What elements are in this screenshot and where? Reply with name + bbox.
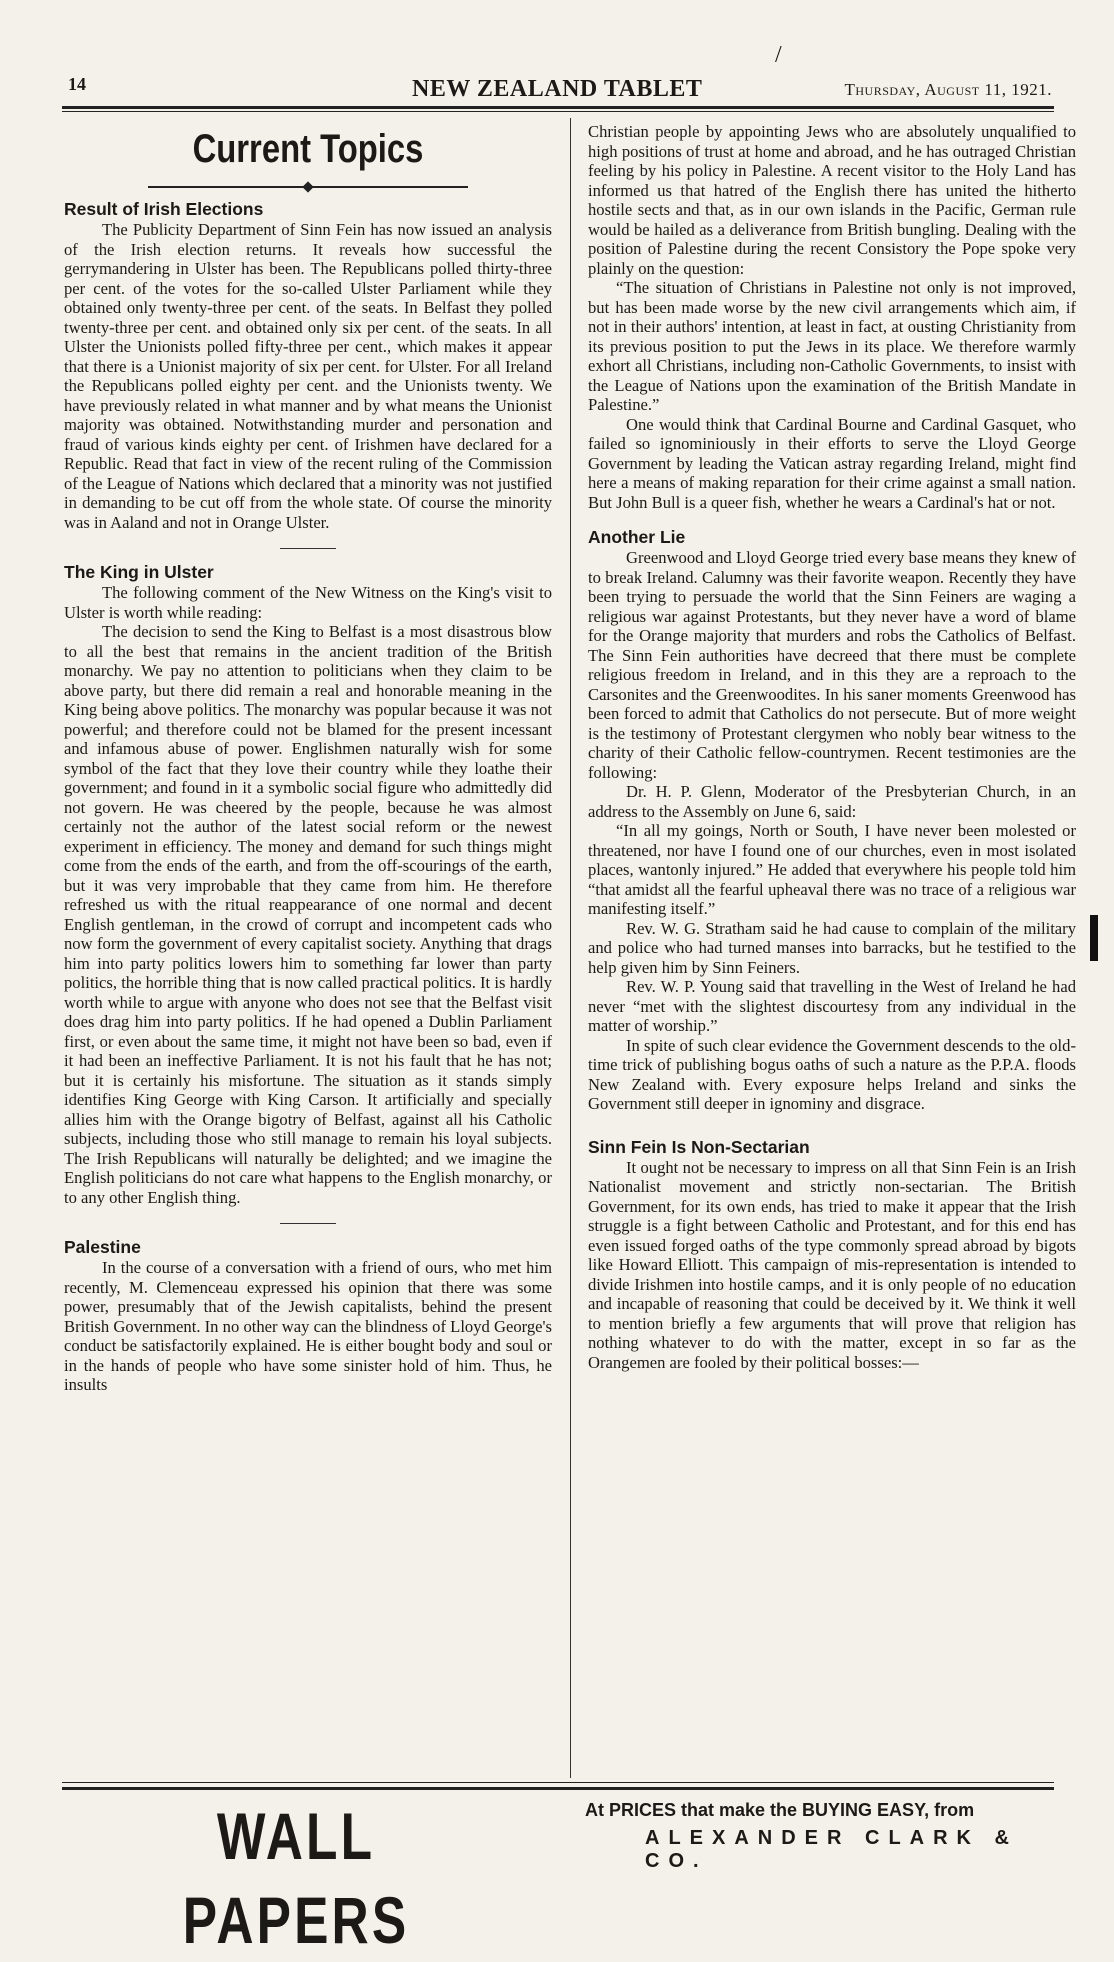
section-separator [280,548,336,549]
newspaper-title: NEW ZEALAND TABLET [412,76,703,102]
header-rule [62,106,1054,109]
article-paragraph: The decision to send the King to Belfast is a most disastrous blow to all the best that remains in the ancient tradition of the British monarchy. We pay no attention to politicians when they claim to be above party, but there did remain a real and honorable meaning in the King being above politics. The monarchy was popular because it was not powerful; and therefore could not be blamed for the present incessant and infamous abuse of power. Englishmen naturally wish for some symbol of the fact that they love their country while they loathe their government; and found in it a symbolic social figure who admittedly did not govern. He was cheered by the people, because he was almost certainly not the author of the latest social reform or the newest experiment in efficiency. The money and demand for such things might come from the ends of the earth, and from the off-scourings of the earth, but it was very improbable that they came from him. He therefore refreshed us with the ritual reappearance of one normal and decent English gentleman, in the crowd of corrupt and incompetent cads who now form the government of every capitalist society. Anything that drags him into party politics lowers him to something far lower than party politics, the horrible thing that is now called practical politics. It is hardly worth while to argue with anyone who does not see that the Belfast visit does drag him into party politics. If he had opened a Dublin Parliament first, or even about the same time, it might not have been so bad, even if it had been an ineffective Parliament. It is not his fault that he has not; but it is certainly his misfortune. The situation as it stands simply identifies King George with King Carson. It artificially and specially allies him with the Orange bigotry of Belfast, against all his Catholic subjects, including those who still manage to remain his loyal subjects. The Irish Republicans will naturally be delighted; and we imagine the English politicians do not care what happens to the English monarchy, or to any other English thing. [64,622,552,1207]
article-paragraph: It ought not be necessary to impress on all that Sinn Fein is an Irish Nationalist movement and strictly non-sectarian. The British Government, for its own ends, has tried to make it appear that the Irish struggle is a fight between Catholic and Protestant, and for this end has even issued forged oaths of the type commonly spread abroad by bigots like Howard Elliott. This campaign of mis-representation is intended to divide Irishmen into hostile camps, and it is only people of no education and incapable of reasoning that could be deceived by it. We think it well to mention briefly a few arguments that will prove that religion has nothing whatever to do with the matter, except in so far as the Orangemen are fooled by their political bosses:— [588,1157,1076,1372]
quoted-paragraph: “The situation of Christians in Palestine not only is not improved, but has been made worse by the new civil arrangements which aim, if not in their authors' intention, at least in fact, at ousting Christianity from its previous position to put the Jews in its place. We therefore warmly exhort all Christians, including non-Catholic Governments, to insist with the League of Nations upon the examination of the British Mandate in Palestine.” [588,278,1076,414]
article-paragraph: Rev. W. G. Stratham said he had cause to complain of the military and police who had turned manses into barracks, but he testified to the help given him by Sinn Feiners. [588,918,1076,977]
heading-king-in-ulster: The King in Ulster [64,562,214,582]
quoted-paragraph: “In all my goings, North or South, I have never been molested or threatened, nor have I found one of our churches, even in most isolated places, wantonly injured.” He added that everywhere his people told him “that amidst all the fearful upheaval there was no trace of a religious war manifesting itself.” [588,821,1076,918]
issue-date: Thursday, August 11, 1921. [844,80,1052,99]
article-paragraph: One would think that Cardinal Bourne and Cardinal Gasquet, who failed so ignominiously in their efforts to serve the Lloyd George Government by leading the Vatican astray regarding Ireland, might find here a means of making reparation for their crime against a small nation. But John Bull is a queer fish, whether he wears a Cardinal's hat or not. [588,414,1076,512]
section-gap [588,1114,1076,1136]
left-column [64,122,552,1395]
heading-another-lie: Another Lie [588,527,686,547]
title-ornament [64,176,552,188]
article-paragraph: The following comment of the New Witness on the King's visit to Ulster is worth while reading: [64,583,552,622]
heading-irish-elections: Result of Irish Elections [64,199,264,219]
advert-wall-papers: WALL PAPERS [182,1799,410,1957]
article-paragraph: In the course of a conversation with a friend of ours, who met him recently, M. Clemenceau expressed his opinion that there was some power, presumably that of the Jewish capitalists, behind the present British Government. In no other way can the blindness of Lloyd George's conduct be satisfactorily explained. He is either bought body and soul or in the hands of people who have some sinister hold of him. Thus, he insults [64,1258,552,1394]
article-paragraph: Rev. W. P. Young said that travelling in the West of Ireland he had never “met with the slightest discourtesy from any individual in the matter of worship.” [588,977,1076,1035]
advert-price-line: At PRICES that make the BUYING EASY, from [585,1800,975,1820]
page-header [62,74,1052,108]
article-paragraph: Dr. H. P. Glenn, Moderator of the Presbyterian Church, in an address to the Assembly on June 6, said: [588,782,1076,821]
article-paragraph: The Publicity Department of Sinn Fein has now issued an analysis of the Irish election returns. It reveals how successful the gerrymandering in Ulster has been. The Republicans polled thirty-three per cent. of the votes for the so-called Ulster Parliament while they obtained only twenty-three per cent. of the seats. In Belfast they polled twenty-three per cent. and obtained only six per cent. of the seats. In all Ulster the Unionists polled fifty-three per cent., which makes it appear that there is a Unionist majority of six per cent. for Ulster. For all Ireland the Republicans polled eighty per cent. and the Unionists twenty. We have previously related in what manner and by what means the Unionist majority was obtained. Notwithstanding murder and personation and fraud of various kinds eighty per cent. of Irishmen have declared for a Republic. Read that fact in view of the recent ruling of the Commission of the League of Nations which declared that a minority was not justified in demanding to be cut off from the whole state. Of course the minority was in Aaland and not in Orange Ulster. [64,220,552,532]
section-title: Current Topics [192,127,424,171]
advert-company-name: ALEXANDER CLARK & CO. [645,1827,1018,1872]
heading-palestine: Palestine [64,1237,141,1257]
article-paragraph: In spite of such clear evidence the Government descends to the old-time trick of publishing bogus oaths of such a nature as the P.P.A. floods New Zealand with. Every exposure helps Ireland and sinks the Government still deeper in ignominy and disgrace. [588,1035,1076,1113]
margin-mark [1090,915,1098,961]
heading-sinn-fein-non-sectarian: Sinn Fein Is Non-Sectarian [588,1136,810,1157]
header-rule-thin [62,111,1054,112]
section-separator [280,1223,336,1224]
right-column [588,122,1076,1372]
column-divider [570,118,571,1778]
advert-text [585,1800,1055,1873]
page-number: 14 [68,74,86,94]
footer-rule-thin [62,1782,1054,1783]
stray-pen-mark: / [775,42,782,68]
footer-rule [62,1787,1054,1790]
section-gap [588,512,1076,526]
article-paragraph: Greenwood and Lloyd George tried every base means they knew of to break Ireland. Calumny was their favorite weapon. Recently they have been trying to persuade the world that the Sinn Feiners are waging a religious war against Protestants, but they never have a word of blame for the Orange majority that murders and robs the Catholics of Belfast. The Sinn Fein authorities have decreed that there must be complete religious freedom in Ireland, and in this they are a reproach to the Carsonites and the Greenwoodites. In his saner moments Greenwood has been forced to admit that Catholics do not persecute. But of more weight is the testimony of Protestant clergymen who nobly bear witness to the charity of their Catholic fellow-countrymen. Recent testimonies are the following: [588,548,1076,782]
article-paragraph: Christian people by appointing Jews who are absolutely unqualified to high positions of trust at home and abroad, and he has outraged Christian feeling by his policy in Palestine. A recent visitor to the Holy Land has informed us that hatred of the English there has united the hitherto hostile sects and that, as in our own islands in the Pacific, German rule would be hailed as a deliverance from British bungling. Dealing with the position of Palestine during the recent Consistory the Pope spoke very plainly on the question: [588,122,1076,278]
